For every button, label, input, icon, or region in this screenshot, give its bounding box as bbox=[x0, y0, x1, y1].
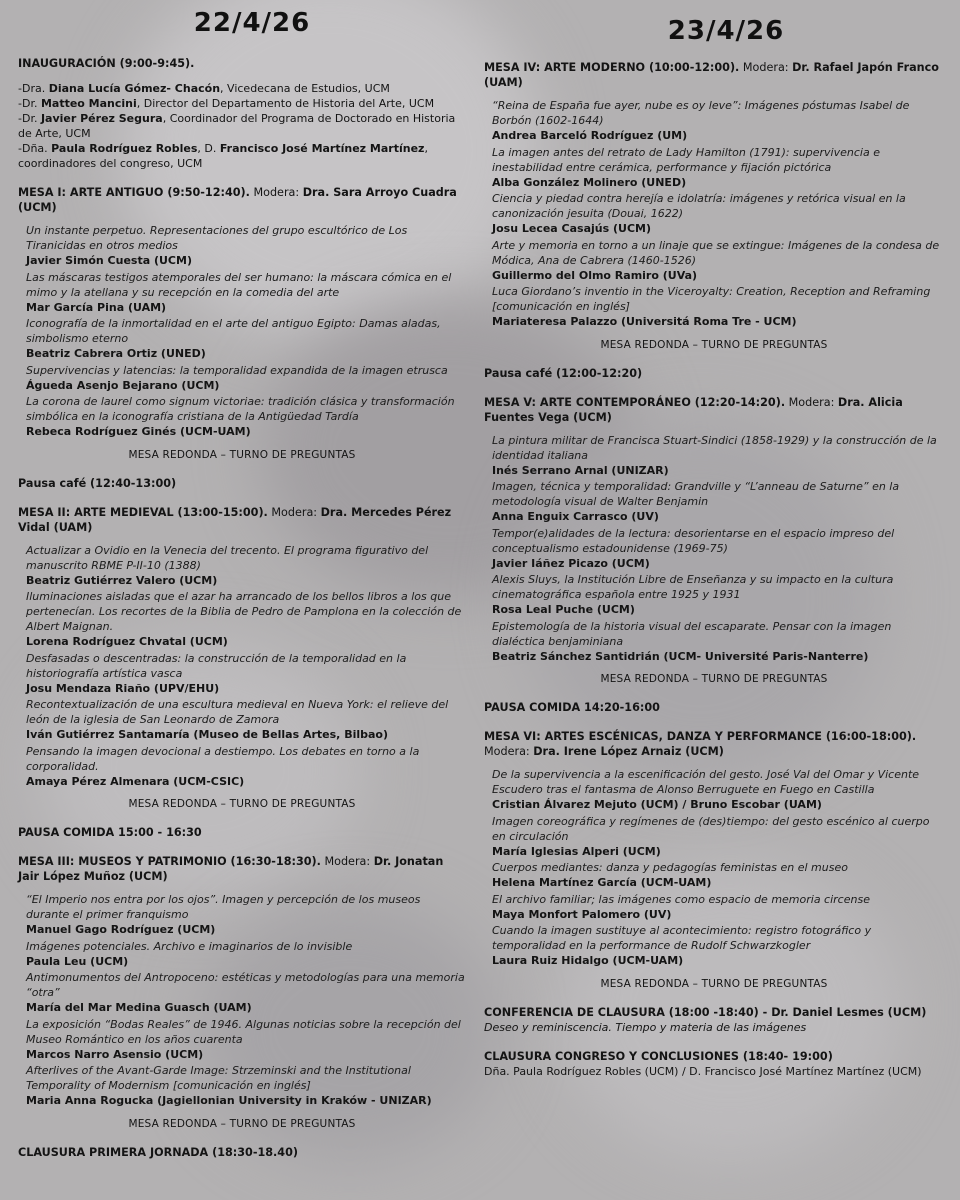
talk-title: Actualizar a Ovidio en la Venecia del trecento. El programa figurativo del manuscrito RBME P-II-10 (1388) bbox=[26, 543, 429, 572]
speaker-role: , coordinadores del congreso, UCM bbox=[18, 142, 428, 170]
mesa-3-title: MESA III: MUSEOS Y PATRIMONIO (16:30-18:30). bbox=[18, 855, 321, 868]
talk-author: Josu Mendaza Riaño (UPV/EHU) bbox=[26, 681, 220, 695]
congress-closing-heading: CLAUSURA CONGRESO Y CONCLUSIONES (18:40- 19:00) bbox=[484, 1049, 833, 1063]
speaker-name: Francisco José Martínez Martínez bbox=[219, 142, 425, 155]
mesa-2-section bbox=[18, 505, 466, 812]
talk-author: Alba González Molinero (UNED) bbox=[492, 175, 687, 189]
talk-author: María Iglesias Alperi (UCM) bbox=[492, 844, 661, 858]
talk-author: Laura Ruiz Hidalgo (UCM-UAM) bbox=[492, 954, 684, 967]
opening-section bbox=[18, 56, 466, 171]
talk-author: Beatriz Sánchez Santidrián (UCM- Université Paris-Nanterre) bbox=[492, 649, 869, 663]
mesa-2-heading bbox=[18, 505, 466, 535]
talk-title: Iluminaciones aisladas que el azar ha arrancado de los bellos libros a los que pertenecían. Los recortes de la Biblia de Pedro de Pamplona en la colección de Albert Maignan. bbox=[26, 590, 462, 633]
talk-title: Luca Giordano’s inventio in the Viceroyalty: Creation, Reception and Reframing [comunicación en inglés] bbox=[492, 285, 931, 313]
talk-title: El archivo familiar; las imágenes como espacio de memoria circense bbox=[492, 892, 870, 906]
speaker-title: -Dña. bbox=[18, 142, 52, 155]
talk-author: Marcos Narro Asensio (UCM) bbox=[26, 1047, 204, 1061]
mesa-1-section bbox=[18, 185, 466, 462]
talk-title: Las máscaras testigos atemporales del ser humano: la máscara cómica en el mimo y la atellana y su recepción en la comedia del arte bbox=[26, 270, 452, 299]
round-table-label: MESA REDONDA – TURNO DE PREGUNTAS bbox=[600, 673, 828, 685]
talk-title: Tempor(e)alidades de la lectura: desorientarse en el espacio impreso del conceptualismo estadounidense (1969-75) bbox=[492, 526, 895, 555]
talk-title: Iconografía de la inmortalidad en el arte del antiguo Egipto: Damas aladas, simbolismo eterno bbox=[26, 317, 441, 345]
mesa-6-section bbox=[484, 729, 944, 991]
mesa-4-section bbox=[484, 60, 944, 352]
moderator-name: Dra. Irene López Arnaiz (UCM) bbox=[533, 745, 724, 758]
day-one-column bbox=[18, 0, 466, 1174]
coffee-break: Pausa café (12:00-12:20) bbox=[484, 366, 643, 380]
talk-author: Javier Simón Cuesta (UCM) bbox=[26, 254, 192, 267]
talk-author: Helena Martínez García (UCM-UAM) bbox=[492, 876, 712, 889]
talk-author: Guillermo del Olmo Ramiro (UVa) bbox=[492, 268, 698, 282]
round-table-label: MESA REDONDA – TURNO DE PREGUNTAS bbox=[128, 1117, 356, 1130]
talk-title: “Reina de España fue ayer, nube es oy leve”: Imágenes póstumas Isabel de Borbón (1602-1644) bbox=[492, 99, 910, 127]
talk-title: Cuando la imagen sustituye al acontecimiento: registro fotográfico y temporalidad en la performance de Rudolf Schwarzkogler bbox=[492, 924, 872, 952]
mesa-3-heading bbox=[18, 854, 466, 884]
talk-author: Cristian Álvarez Mejuto (UCM) / Bruno Escobar (UAM) bbox=[492, 798, 822, 811]
talk-author: Mariateresa Palazzo (Universitá Roma Tre - UCM) bbox=[492, 315, 797, 328]
speaker-name: Diana Lucía Gómez- Chacón bbox=[48, 82, 221, 95]
talk-title: Pensando la imagen devocional a destiempo. Los debates en torno a la corporalidad. bbox=[26, 744, 420, 773]
opening-speaker bbox=[18, 141, 466, 171]
congress-closing bbox=[484, 1049, 944, 1079]
round-table-label: MESA REDONDA – TURNO DE PREGUNTAS bbox=[128, 448, 356, 461]
talk-author: Amaya Pérez Almenara (UCM-CSIC) bbox=[26, 774, 245, 788]
talk-author: Iván Gutiérrez Santamaría (Museo de Bellas Artes, Bilbao) bbox=[26, 728, 388, 741]
round-table-label: MESA REDONDA – TURNO DE PREGUNTAS bbox=[128, 798, 356, 810]
opening-heading: INAUGURACIÓN (9:00-9:45). bbox=[18, 57, 195, 70]
moderator-label: Modera: bbox=[249, 186, 303, 199]
talk-title: Antimonumentos del Antropoceno: estéticas y metodologías para una memoria “otra” bbox=[26, 971, 465, 999]
mesa-1-talks bbox=[18, 223, 466, 440]
talk-title: Cuerpos mediantes: danza y pedagogías feministas en el museo bbox=[492, 861, 848, 874]
talk-author: Águeda Asenjo Bejarano (UCM) bbox=[26, 378, 220, 392]
talk-author: Lorena Rodríguez Chvatal (UCM) bbox=[26, 635, 228, 648]
mesa-3-section bbox=[18, 854, 466, 1131]
mesa-6-title: MESA VI: ARTES ESCÉNICAS, DANZA Y PERFORMANCE (16:00-18:00). bbox=[484, 730, 917, 743]
moderator-label: Modera: bbox=[320, 855, 374, 868]
talk-author: Paula Leu (UCM) bbox=[26, 954, 129, 968]
talk-author: Beatriz Gutiérrez Valero (UCM) bbox=[26, 573, 218, 587]
round-table-label: MESA REDONDA – TURNO DE PREGUNTAS bbox=[600, 977, 828, 990]
mesa-6-talks bbox=[484, 767, 944, 969]
speaker-role: , Director del Departamento de Historia del Arte, UCM bbox=[136, 97, 435, 110]
talk-title: Afterlives of the Avant-Garde Image: Strzeminski and the Institutional Temporality of Modernism [comunicación en inglés] bbox=[26, 1064, 411, 1092]
talk-title: Imagen, técnica y temporalidad: Grandville y “L’anneau de Saturne” en la metodología visual de Walter Benjamin bbox=[492, 480, 900, 508]
mesa-5-talks bbox=[484, 433, 944, 665]
talk-title: De la supervivencia a la escenificación del gesto. José Val del Omar y Vicente Escudero tras el fantasma de Alonso Berruguete en Fuego en Castilla bbox=[492, 768, 920, 796]
talk-title: Supervivencias y latencias: la temporalidad expandida de la imagen etrusca bbox=[26, 363, 448, 377]
talk-author: Andrea Barceló Rodríguez (UM) bbox=[492, 129, 688, 142]
speaker-name: Paula Rodríguez Robles bbox=[51, 142, 198, 155]
talk-title: La exposición “Bodas Reales” de 1946. Algunas noticias sobre la recepción del Museo Romántico en los años cuarenta bbox=[26, 1017, 461, 1046]
talk-title: Un instante perpetuo. Representaciones del grupo escultórico de Los Tiranicidas en otros medios bbox=[26, 224, 408, 252]
closing-conference bbox=[484, 1005, 944, 1035]
moderator-name: Dr. Rafael Japón Franco (UAM) bbox=[484, 61, 939, 89]
mesa-5-title: MESA V: ARTE CONTEMPORÁNEO (12:20-14:20). bbox=[484, 395, 786, 409]
mesa-1-heading bbox=[18, 185, 466, 215]
moderator-name: Dra. Alicia Fuentes Vega (UCM) bbox=[484, 395, 903, 424]
opening-speaker bbox=[18, 81, 466, 96]
mesa-5-heading bbox=[484, 395, 944, 425]
mesa-5-section bbox=[484, 395, 944, 687]
day-one-date: 22/4/26 bbox=[193, 8, 311, 38]
coffee-break: Pausa café (12:40-13:00) bbox=[18, 476, 177, 490]
day-one-closing: CLAUSURA PRIMERA JORNADA (18:30-18.40) bbox=[18, 1145, 298, 1159]
mesa-4-talks bbox=[484, 98, 944, 330]
day-two-date: 23/4/26 bbox=[667, 16, 785, 46]
opening-speaker bbox=[18, 111, 466, 141]
mesa-1-title: MESA I: ARTE ANTIGUO (9:50-12:40). bbox=[18, 186, 250, 199]
talk-title: Imágenes potenciales. Archivo e imaginarios de lo invisible bbox=[26, 939, 353, 953]
talk-author: Maya Monfort Palomero (UV) bbox=[492, 907, 672, 921]
talk-title: Alexis Sluys, la Institución Libre de Enseñanza y su impacto en la cultura cinematográfica española entre 1925 y 1931 bbox=[492, 573, 894, 601]
moderator-label: Modera: bbox=[267, 505, 321, 519]
talk-author: Mar García Pina (UAM) bbox=[26, 300, 167, 314]
talk-author: Manuel Gago Rodríguez (UCM) bbox=[26, 923, 216, 936]
talk-author: Beatriz Cabrera Ortiz (UNED) bbox=[26, 347, 206, 360]
talk-author: Rosa Leal Puche (UCM) bbox=[492, 603, 635, 616]
lunch-break: PAUSA COMIDA 15:00 - 16:30 bbox=[18, 826, 202, 839]
talk-title: Imagen coreográfica y regímenes de (des)tiempo: del gesto escénico al cuerpo en circulación bbox=[492, 814, 930, 843]
speaker-role: , Vicedecana de Estudios, UCM bbox=[220, 82, 390, 95]
moderator-name: Dra. Sara Arroyo Cuadra (UCM) bbox=[18, 186, 457, 214]
talk-title: Epistemología de la historia visual del escaparate. Pensar con la imagen dialéctica benjaminiana bbox=[492, 619, 892, 648]
talk-title: La corona de laurel como signum victoriae: tradición clásica y transformación simbólica en la iconografía cristiana de la Antigüedad Tardía bbox=[26, 395, 455, 423]
talk-title: Arte y memoria en torno a un linaje que se extingue: Imágenes de la condesa de Módica, Ana de Cabrera (1460-1526) bbox=[492, 238, 940, 267]
talk-author: Maria Anna Rogucka (Jagiellonian University in Kraków - UNIZAR) bbox=[26, 1094, 432, 1107]
talk-title: Recontextualización de una escultura medieval en Nueva York: el relieve del león de la iglesia de San Leonardo de Zamora bbox=[26, 698, 449, 726]
speaker-title: -Dra. bbox=[18, 82, 49, 95]
talk-author: Anna Enguix Carrasco (UV) bbox=[492, 510, 659, 523]
talk-title: Desfasadas o descentradas: la construcción de la temporalidad en la historiografía artística vasca bbox=[26, 651, 407, 680]
congress-closing-speakers: Dña. Paula Rodríguez Robles (UCM) / D. Francisco José Martínez Martínez (UCM) bbox=[484, 1064, 922, 1078]
mesa-4-heading bbox=[484, 60, 944, 90]
mesa-2-talks bbox=[18, 543, 466, 790]
mesa-3-talks bbox=[18, 892, 466, 1109]
talk-title: “El Imperio nos entra por los ojos”. Imagen y percepción de los museos durante el primer franquismo bbox=[26, 893, 421, 921]
moderator-name: Dr. Jonatan Jair López Muñoz (UCM) bbox=[18, 855, 444, 883]
moderator-label: Modera: bbox=[739, 61, 793, 74]
lunch-break: PAUSA COMIDA 14:20-16:00 bbox=[484, 701, 660, 714]
talk-author: Inés Serrano Arnal (UNIZAR) bbox=[492, 463, 669, 477]
talk-title: Ciencia y piedad contra herejía e idolatría: imágenes y retórica visual en la canonización jesuita (Douai, 1622) bbox=[492, 192, 906, 220]
mesa-6-heading bbox=[484, 729, 944, 759]
speaker-title: -Dr. bbox=[18, 97, 41, 110]
opening-speakers bbox=[18, 81, 466, 171]
speaker-separator: , D. bbox=[197, 142, 220, 155]
talk-author: Javier Iáñez Picazo (UCM) bbox=[492, 556, 650, 570]
speaker-name: Javier Pérez Segura bbox=[40, 112, 163, 125]
talk-title: La pintura militar de Francisca Stuart-Sindici (1858-1929) y la construcción de la identidad italiana bbox=[492, 433, 937, 462]
talk-author: Rebeca Rodríguez Ginés (UCM-UAM) bbox=[26, 425, 251, 438]
moderator-label: Modera: bbox=[785, 395, 838, 409]
talk-author: Josu Lecea Casajús (UCM) bbox=[492, 222, 652, 235]
closing-conference-title: Deseo y reminiscencia. Tiempo y materia de las imágenes bbox=[484, 1020, 807, 1034]
speaker-name: Matteo Mancini bbox=[40, 97, 137, 110]
day-two-column bbox=[484, 0, 944, 1093]
closing-conference-heading: CONFERENCIA DE CLAUSURA (18:00 -18:40) - Dr. Daniel Lesmes (UCM) bbox=[484, 1005, 927, 1019]
moderator-name: Dra. Mercedes Pérez Vidal (UAM) bbox=[18, 505, 452, 534]
moderator-label: Modera: bbox=[484, 745, 534, 758]
round-table-label: MESA REDONDA – TURNO DE PREGUNTAS bbox=[600, 338, 828, 351]
speaker-role: , Coordinador del Programa de Doctorado en Historia de Arte, UCM bbox=[18, 112, 456, 140]
talk-author: María del Mar Medina Guasch (UAM) bbox=[26, 1001, 252, 1014]
opening-speaker bbox=[18, 96, 466, 111]
talk-title: La imagen antes del retrato de Lady Hamilton (1791): supervivencia e inestabilidad entre cerámica, performance y fijación pictórica bbox=[492, 145, 880, 174]
mesa-4-title: MESA IV: ARTE MODERNO (10:00-12:00). bbox=[484, 61, 740, 74]
mesa-2-title: MESA II: ARTE MEDIEVAL (13:00-15:00). bbox=[18, 505, 268, 519]
speaker-title: -Dr. bbox=[18, 112, 41, 125]
